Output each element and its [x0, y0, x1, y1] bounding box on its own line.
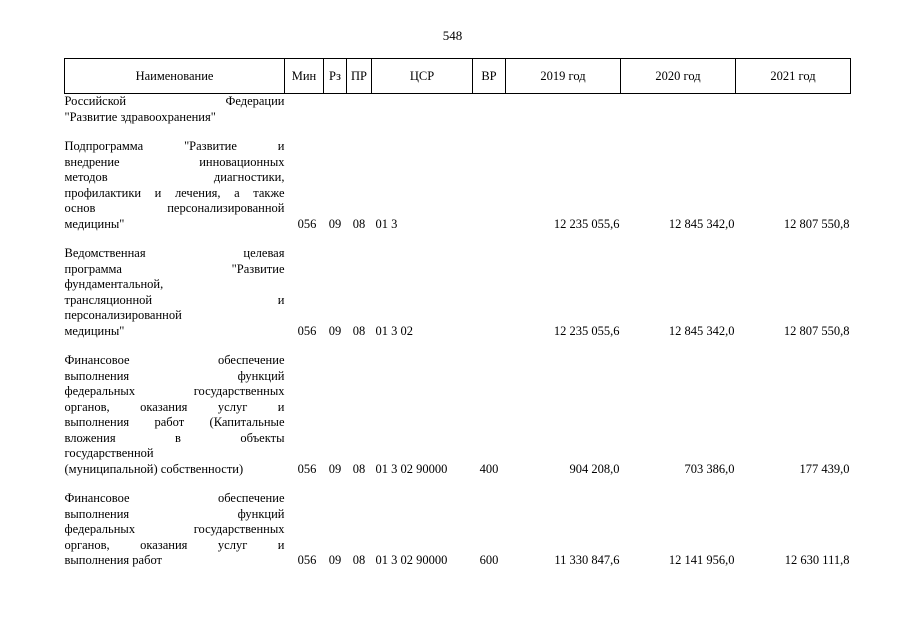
row-pr: 08 [352, 216, 366, 231]
row-name-line: органов, оказания услуг и [64, 537, 285, 552]
row-name-line: медицины" [64, 216, 125, 231]
row-rz [324, 94, 347, 140]
row-pr [347, 94, 372, 140]
row-rz: 09 [328, 553, 342, 567]
header-name: Наименование [65, 59, 285, 94]
row-rz: 09 [328, 323, 342, 338]
row-name-line: внедрение инновационных [64, 154, 285, 169]
row-min: 056 [297, 553, 317, 567]
row-name-line: персонализированной [64, 308, 182, 322]
row-value-2021: 12 630 111,8 [784, 553, 850, 567]
row-name-line: выполнения функций [64, 368, 285, 383]
row-name-line: Подпрограмма "Развитие и [64, 139, 285, 153]
row-csr: 01 3 02 [375, 323, 413, 338]
row-value-2019 [506, 94, 621, 140]
row-min: 056 [297, 216, 317, 231]
row-value-2019: 12 235 055,6 [553, 323, 620, 338]
row-value-2021: 12 807 550,8 [783, 216, 850, 231]
header-2021: 2021 год [736, 59, 851, 94]
row-name-line: государственной [64, 446, 154, 460]
table-row [65, 246, 851, 353]
row-name-line: (муниципальной) собственности) [64, 461, 244, 476]
table-row [65, 139, 851, 246]
row-vr [473, 94, 506, 140]
table-row [65, 94, 851, 140]
row-name-line: профилактики и лечения, а также [64, 185, 285, 200]
header-csr: ЦСР [372, 59, 473, 94]
table-header-row [65, 59, 851, 94]
row-name-line: вложения в объекты [64, 430, 285, 445]
row-name [65, 491, 285, 583]
row-value-2021: 177 439,0 [799, 461, 850, 476]
row-value-2019: 12 235 055,6 [553, 216, 620, 231]
header-2020: 2020 год [621, 59, 736, 94]
row-name-line: программа "Развитие [64, 261, 285, 276]
row-name-line: фундаментальной, [64, 277, 164, 291]
row-rz: 09 [328, 216, 342, 231]
budget-table [64, 58, 851, 583]
row-name [65, 353, 285, 491]
row-name-line: Российской Федерации [64, 94, 285, 108]
row-value-2020: 12 845 342,0 [668, 323, 735, 338]
header-2019: 2019 год [506, 59, 621, 94]
row-csr: 01 3 [375, 216, 398, 231]
header-rz: Рз [324, 59, 347, 94]
row-name-line: Ведомственная целевая [64, 246, 285, 260]
row-vr: 600 [479, 553, 499, 567]
row-name-line: федеральных государственных [64, 384, 285, 398]
row-name-line: методов диагностики, [64, 170, 285, 184]
row-name-line: Финансовое обеспечение [64, 491, 285, 505]
row-value-2020 [621, 94, 736, 140]
row-name-line: основ персонализированной [64, 201, 285, 215]
header-vr: ВР [473, 59, 506, 94]
row-value-2021 [736, 94, 851, 140]
row-name-line: "Развитие здравоохранения" [64, 109, 216, 124]
table-row [65, 491, 851, 583]
row-pr: 08 [352, 461, 366, 476]
row-pr: 08 [352, 323, 366, 338]
row-min: 056 [297, 323, 317, 338]
row-value-2020: 12 141 956,0 [668, 553, 735, 567]
row-name-line: федеральных государственных [64, 522, 285, 536]
table-row [65, 353, 851, 491]
row-csr: 01 3 02 90000 [375, 553, 448, 567]
row-name [65, 139, 285, 246]
row-name-line: Финансовое обеспечение [64, 353, 285, 367]
row-name-line: выполнения работ (Капитальные [64, 415, 285, 429]
row-min: 056 [297, 461, 317, 476]
row-value-2020: 703 386,0 [684, 461, 735, 476]
row-pr: 08 [352, 553, 366, 567]
row-name-line: трансляционной и [64, 292, 285, 307]
row-value-2019: 904 208,0 [569, 461, 620, 476]
row-value-2019: 11 330 847,6 [554, 553, 620, 567]
row-name-line: медицины" [64, 323, 125, 338]
row-name [65, 246, 285, 353]
row-name [65, 94, 285, 140]
row-csr [372, 94, 473, 140]
header-min: Мин [285, 59, 324, 94]
row-vr [473, 246, 506, 353]
row-name-line: выполнения функций [64, 506, 285, 521]
header-pr: ПР [347, 59, 372, 94]
row-rz: 09 [328, 461, 342, 476]
row-value-2020: 12 845 342,0 [668, 216, 735, 231]
page-number: 548 [442, 28, 463, 43]
row-name-line: органов, оказания услуг и [64, 399, 285, 414]
row-vr [473, 139, 506, 246]
row-csr: 01 3 02 90000 [375, 461, 448, 476]
row-value-2021: 12 807 550,8 [783, 323, 850, 338]
row-name-line: выполнения работ [64, 553, 163, 567]
row-min [285, 94, 324, 140]
row-vr: 400 [479, 461, 499, 476]
